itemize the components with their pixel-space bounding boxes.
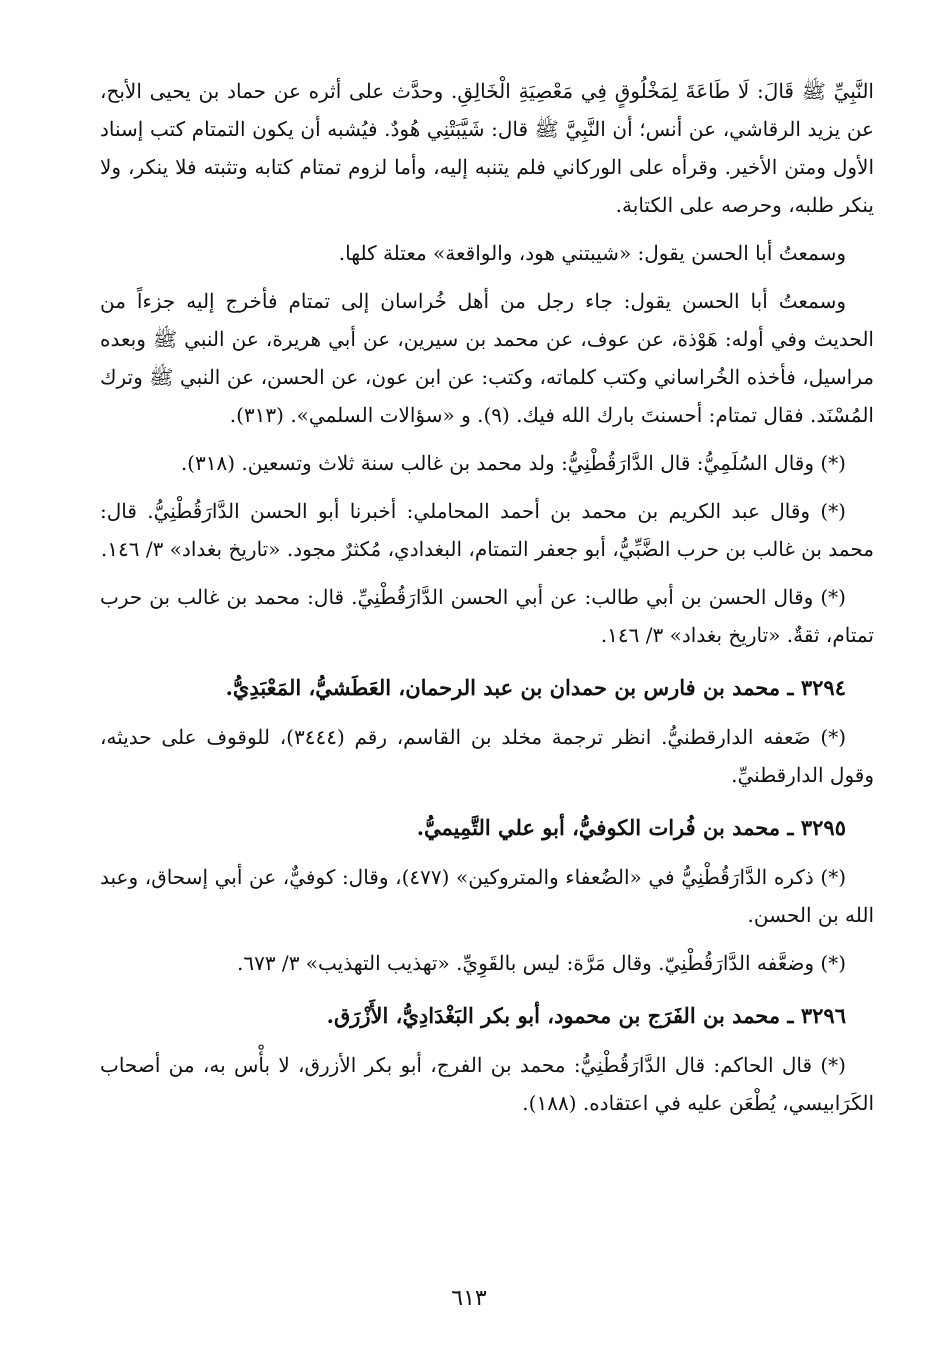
- paragraph-khurasani-story: وسمعتُ أبا الحسن يقول: جاء رجل من أهل خُراسان إلى تمتام فأخرج إليه جزءاً من الحديث وفي أوله: هَوْذة، عن عوف، عن محمد بن سيرين، عن أبي هريرة، عن النبي ﷺ وبعده مراسيل، فأخذه الخُراساني وكتب كلماته، وكتب: عن ابن عون، عن الحسن، عن النبي ﷺ وترك المُسْنَد. فقال تمتام: أحسنتَ بارك الله فيك. (٩). و «سؤالات السلمي». (٣١٣).: [100, 289, 874, 427]
- paragraph-sulami-birth: (*) وقال السُلَمِيُّ: قال الدَّارَقُطْنِيُّ: ولد محمد بن غالب سنة ثلاث وتسعين. (٣١٨).: [180, 451, 846, 475]
- paragraph-hadith-continuation: النَّبِيِّ ﷺ قَالَ: لَا طَاعَةَ لِمَخْلُوقٍ فِي مَعْصِيَةِ الْخَالِقِ. وحدَّث على أثره عن حماد بن يحيى الأبح، عن يزيد الرقاشي، عن أنس؛ أن النَّبِيَّ ﷺ قال: شَيَّبَتْنِي هُودٌ. فيُشبه أن يكون التمتام كتب إسناد الأول ومتن الأخير. وقرأه على الوركاني فلم يتنبه إليه، وأما لزوم تمتام كتابه وتثبته فلا ينكر، ولا ينكر طلبه، وحرصه على الكتابة.: [100, 79, 874, 217]
- paragraph-hasan-report: (*) وقال الحسن بن أبي طالب: عن أبي الحسن الدَّارَقُطْنِيِّ. قال: محمد بن غالب بن حرب تمتام، ثقةٌ. «تاريخ بغداد» ٣/ ١٤٦.: [100, 585, 874, 647]
- paragraph-3295-tahdhib: (*) وضعَّفه الدَّارَقُطْنِيّ. وقال مَرَّة: ليس بالقَوِيِّ. «تهذيب التهذيب» ٣/ ٦٧٣.: [236, 951, 846, 975]
- paragraph-3294-weak: (*) ضَعفه الدارقطنيُّ. انظر ترجمة مخلد بن القاسم، رقم (٣٤٤٤)، للوقوف على حديثه، وقول الدارقطنيِّ.: [100, 725, 874, 787]
- paragraph-3296-hakim: (*) قال الحاكم: قال الدَّارَقُطْنِيُّ: محمد بن الفرج، أبو بكر الأزرق، لا بأْس به، من أصحاب الكَرَابيسي، يُطْعَن عليه في اعتقاده. (١٨٨).: [100, 1053, 874, 1115]
- page-body: [100, 72, 874, 1122]
- page-number: ٦١٣: [451, 1286, 487, 1311]
- entry-heading-3294: ٣٢٩٤ ـ محمد بن فارس بن حمدان بن عبد الرحمان، العَطَشيُّ، المَعْبَدِيُّ.: [225, 675, 846, 700]
- paragraph-shaybatni-hud: وسمعتُ أبا الحسن يقول: «شيبتني هود، والواقعة» معتلة كلها.: [338, 241, 846, 265]
- entry-heading-3295: ٣٢٩٥ ـ محمد بن فُرات الكوفيُّ، أبو علي التَّمِيميُّ.: [416, 815, 846, 840]
- paragraph-mahamili-report: (*) وقال عبد الكريم بن محمد بن أحمد المحاملي: أخبرنا أبو الحسن الدَّارَقُطْنِيُّ. قال: محمد بن غالب بن حرب الضَّبِّيُّ، أبو جعفر التمتام، البغدادي، مُكثرٌ مجود. «تاريخ بغداد» ٣/ ١٤٦.: [100, 499, 874, 561]
- paragraph-3295-duafa: (*) ذكره الدَّارَقُطْنِيُّ في «الضُعفاء والمتروكين» (٤٧٧)، وقال: كوفيٌّ، عن أبي إسحاق، وعبد الله بن الحسن.: [100, 865, 874, 927]
- entry-heading-3296: ٣٢٩٦ ـ محمد بن الفَرَج بن محمود، أبو بكر البَغْدَادِيُّ، الأَزْرَق.: [326, 1003, 846, 1028]
